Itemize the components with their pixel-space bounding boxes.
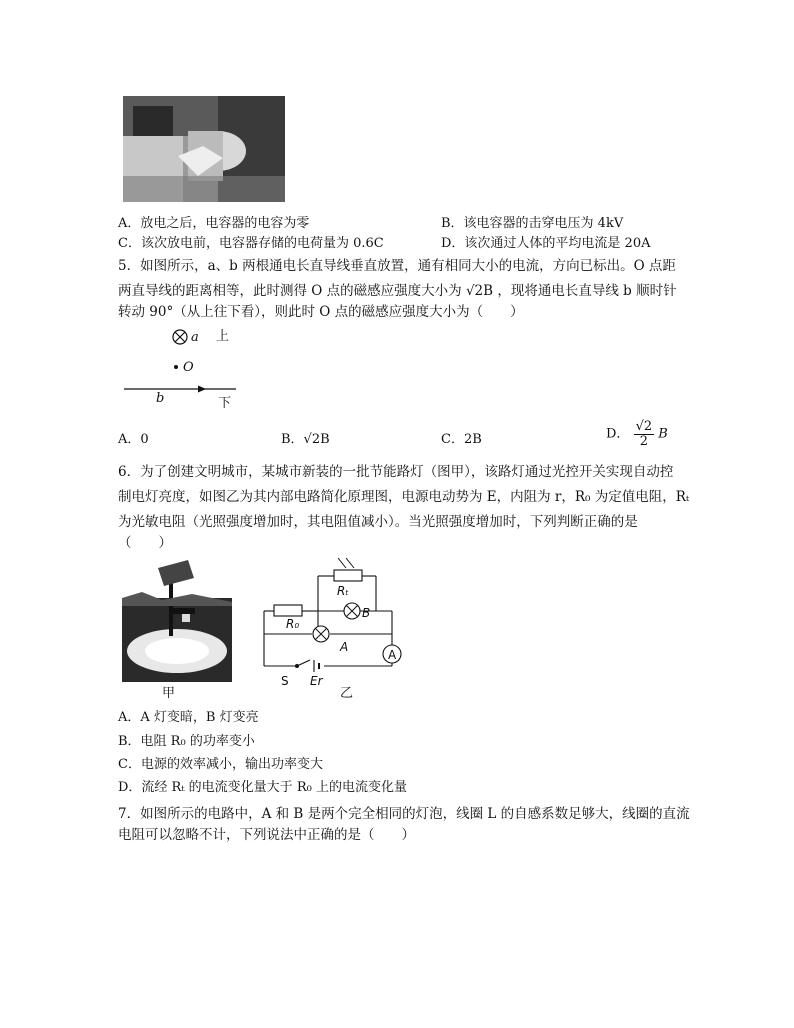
circuit-label-er: Er	[310, 674, 323, 688]
rt-resistor	[334, 570, 362, 581]
q5-option-c: C．2B	[441, 432, 482, 447]
circuit-label-ammeter: A	[388, 648, 397, 662]
q4-option-c: C．该次放电前，电容器存储的电荷量为 0.6C	[118, 236, 384, 251]
streetlight-photo-image	[122, 556, 232, 682]
q5-option-d-numerator: √2	[635, 419, 653, 434]
q5-option-d-prefix: D．	[606, 426, 630, 442]
q5-line-2: 两直导线的距离相等，此时测得 O 点的磁感应强度大小为 √2B ，现将通电长直导线 b 顺时针	[118, 283, 677, 299]
q5-label-o: O	[183, 360, 194, 375]
q5-label-a: a	[191, 330, 199, 345]
q5-line-3: 转动 90°（从上往下看），则此时 O 点的磁感应强度大小为（ ）	[118, 304, 524, 320]
q6-line-2: 制电灯亮度，如图乙为其内部电路简化原理图，电源电动势为 E，内阻为 r，R₀ 为定值电阻，Rₜ	[118, 489, 690, 505]
q4-option-a: A．放电之后，电容器的电容为零	[118, 216, 310, 231]
streetlight-photo	[122, 556, 232, 682]
fig-label-jia: 甲	[162, 686, 176, 701]
q6-line-3: 为光敏电阻（光照强度增加时，其电阻值减小）。当光照强度增加时，下列判断正确的是	[118, 514, 638, 530]
q6-option-b: B．电阻 R₀ 的功率变小	[118, 734, 255, 749]
q7-line-1: 7．如图所示的电路中，A 和 B 是两个完全相同的灯泡，线圈 L 的自感系数足够大，线圈的直流	[118, 806, 690, 822]
q6-option-a: A．A 灯变暗，B 灯变亮	[118, 710, 259, 725]
capacitor-photo	[123, 96, 285, 202]
q7-line-2: 电阻可以忽略不计，下列说法中正确的是（ ）	[118, 827, 415, 843]
q6-option-c: C．电源的效率减小，输出功率变大	[118, 757, 323, 772]
q5-option-d-denominator: 2	[639, 434, 648, 449]
q6-option-d: D．流经 Rₜ 的电流变化量大于 R₀ 上的电流变化量	[118, 780, 407, 795]
q5-label-top: 上	[216, 329, 230, 344]
q5-option-b: B．√2B	[281, 432, 330, 447]
current-arrow-icon	[198, 386, 206, 393]
q4-option-d: D．该次通过人体的平均电流是 20A	[441, 236, 651, 251]
circuit-label-b: B	[362, 606, 371, 620]
q5-option-d-fraction	[634, 420, 655, 449]
q4-option-b: B．该电容器的击穿电压为 4kV	[441, 216, 624, 231]
q5-option-a: A．0	[118, 432, 149, 447]
q5-option-d-suffix: B	[658, 426, 668, 442]
q5-label-b: b	[156, 391, 165, 406]
circuit-diagram	[252, 556, 407, 686]
circuit-label-r0: R₀	[286, 617, 300, 631]
q6-circuit-figure	[252, 556, 407, 686]
fig-label-yi: 乙	[340, 686, 354, 701]
q5-option-d	[606, 420, 668, 449]
circuit-label-rt: Rₜ	[337, 584, 349, 598]
r0-resistor	[274, 605, 302, 616]
q6-line-4: （ ）	[118, 535, 172, 551]
circuit-label-a: A	[340, 640, 349, 654]
q6-line-1: 6．为了创建文明城市，某城市新装的一批节能路灯（图甲），该路灯通过光控开关实现自动控	[118, 464, 674, 480]
capacitor-photo-image	[123, 96, 285, 202]
point-o-dot	[174, 365, 178, 369]
circuit-label-s: S	[281, 674, 289, 688]
q5-line-1: 5．如图所示，a、b 两根通电长直导线垂直放置，通有相同大小的电流，方向已标出。O 点距	[118, 258, 676, 274]
q5-label-bottom: 下	[218, 396, 232, 411]
